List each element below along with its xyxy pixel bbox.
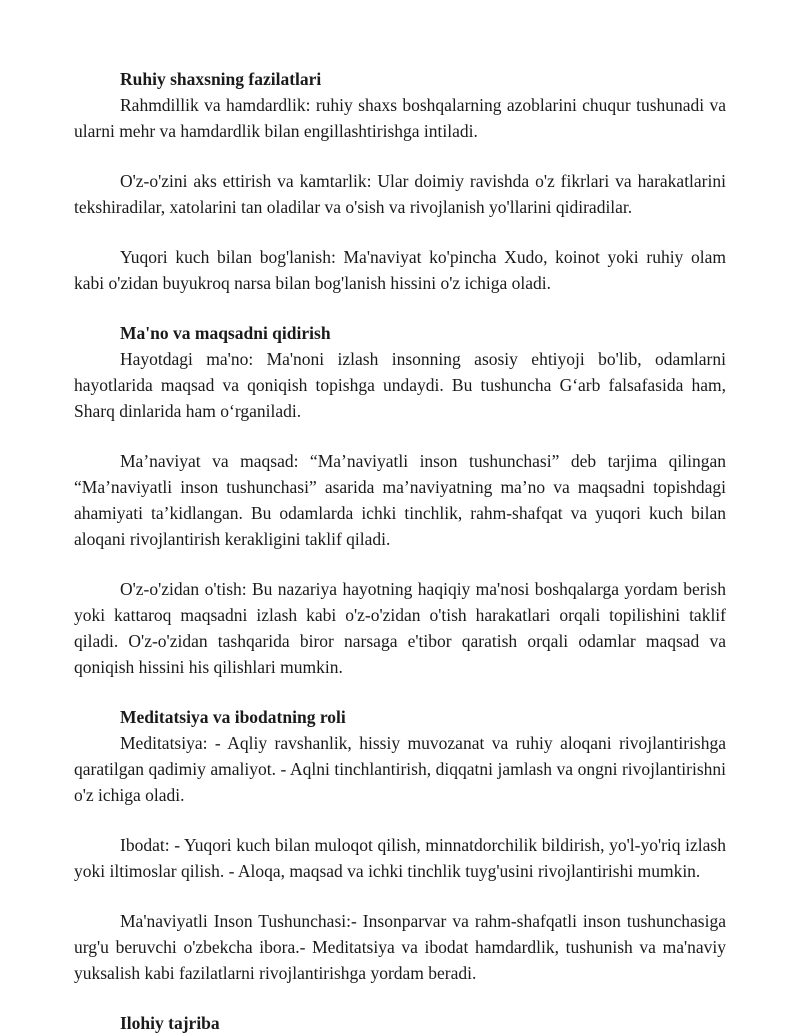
paragraph: Ma'naviyatli Inson Tushunchasi:- Insonparvar va rahm-shafqatli inson tushunchasiga urg'u beruvchi o'zbekcha ibora.- Meditatsiya va ibodat hamdardlik, tushunish va ma'naviy yuksalish kabi fazilatlarni rivojlantirishga yordam beradi. — [74, 911, 726, 983]
paragraph: O'z-o'zidan o'tish: Bu nazariya hayotning haqiqiy ma'nosi boshqalarga yordam berish yoki kattaroq maqsadni izlash kabi o'z-o'zidan o'tish harakatlari orqali topilishini taklif qiladi. O'z-o'zidan tashqarida biror narsaga e'tibor qaratish orqali odamlar maqsad va qoniqish hissini his qilishlari mumkin. — [74, 579, 726, 677]
paragraph: Ma’naviyat va maqsad: “Ma’naviyatli inson tushunchasi” deb tarjima qilingan “Ma’naviyatli inson tushunchasi” asarida ma’naviyatning ma’no va maqsadni topishdagi ahamiyati ta’kidlangan. Bu odamlarda ichki tinchlik, rahm-shafqat va yuqori kuch bilan aloqani rivojlantirish kerakligini taklif qiladi. — [74, 451, 726, 549]
section-heading: Meditatsiya va ibodatning roli — [120, 707, 346, 727]
section-heading: Ruhiy shaxsning fazilatlari — [120, 69, 322, 89]
paragraph: Yuqori kuch bilan bog'lanish: Ma'naviyat ko'pincha Xudo, koinot yoki ruhiy olam kabi o'zidan buyukroq narsa bilan bog'lanish hissini o'z ichiga oladi. — [74, 247, 726, 293]
paragraph: Rahmdillik va hamdardlik: ruhiy shaxs boshqalarning azoblarini chuqur tushunadi va ularni mehr va hamdardlik bilan engillashtirishga intiladi. — [74, 95, 726, 141]
section-heading: Ma'no va maqsadni qidirish — [120, 323, 331, 343]
section-heading: Ilohiy tajriba — [120, 1013, 220, 1033]
paragraph: Meditatsiya: - Aqliy ravshanlik, hissiy muvozanat va ruhiy aloqani rivojlantirishga qaratilgan qadimiy amaliyot. - Aqlni tinchlantirish, diqqatni jamlash va ongni rivojlantirishni o'z ichiga oladi. — [74, 733, 726, 805]
paragraph: O'z-o'zini aks ettirish va kamtarlik: Ular doimiy ravishda o'z fikrlari va harakatlarini tekshiradilar, xatolarini tan oladilar va o'sish va rivojlanish yo'llarini qidiradilar. — [74, 171, 726, 217]
document-page — [74, 66, 726, 1036]
paragraph: Ibodat: - Yuqori kuch bilan muloqot qilish, minnatdorchilik bildirish, yo'l-yo'riq izlash yoki iltimoslar qilish. - Aloqa, maqsad va ichki tinchlik tuyg'usini rivojlantirishi mumkin. — [74, 835, 726, 881]
paragraph: Hayotdagi ma'no: Ma'noni izlash insonning asosiy ehtiyoji bo'lib, odamlarni hayotlarida maqsad va qoniqish topishga undaydi. Bu tushuncha G‘arb falsafasida ham, Sharq dinlarida ham o‘rganiladi. — [74, 349, 726, 421]
